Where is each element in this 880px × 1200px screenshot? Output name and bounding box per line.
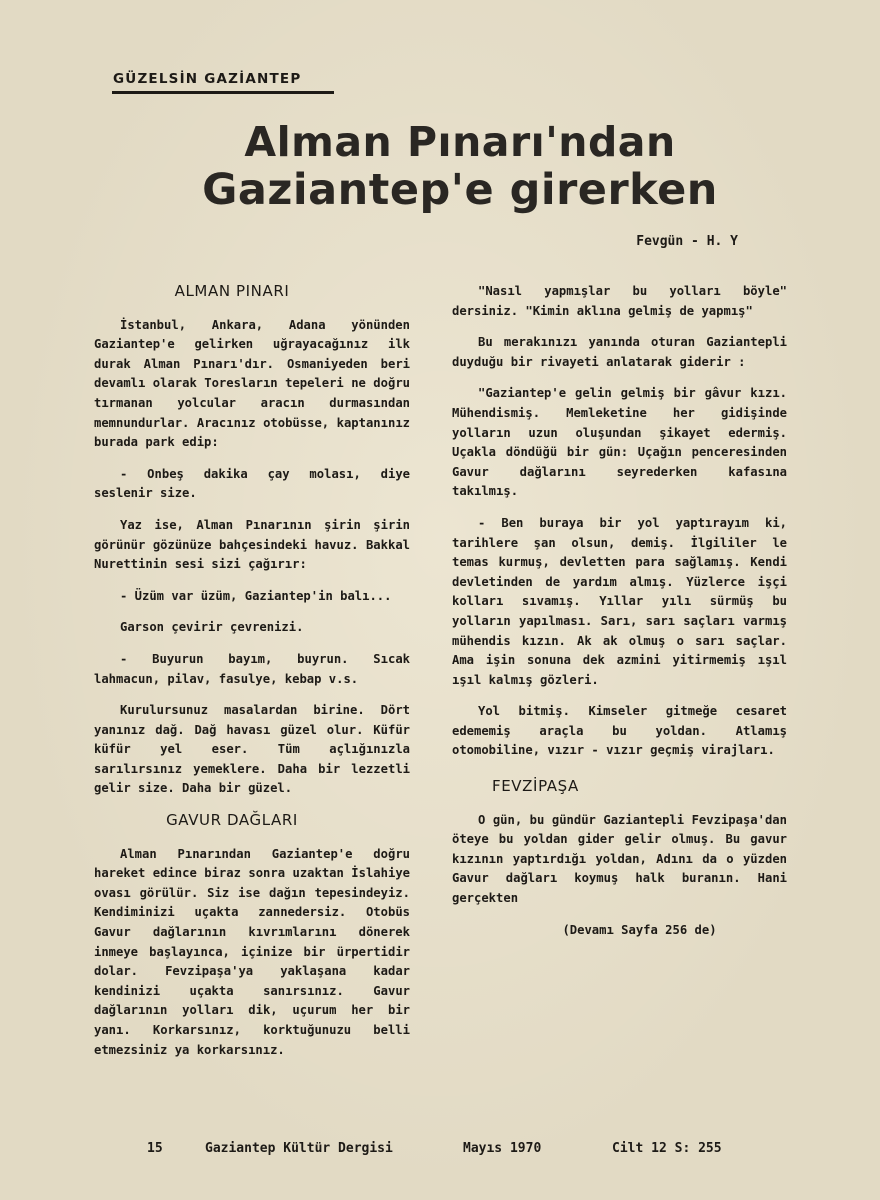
article-title-line-1: Alman Pınarı'ndan (244, 118, 676, 166)
paragraph: - Onbeş dakika çay molası, diye seslenir size. (94, 466, 410, 501)
right-column (452, 282, 787, 952)
paragraph: İstanbul, Ankara, Adana yönünden Gaziantep'e gelirken uğrayacağınız ilk durak Alman Pınarı'dır. Osmaniyeden beri devamlı olarak Toresların tepeleri ne doğru tırmanan yolcular aracın durmasından memnundurlar. Aracınız otobüsse, kaptanınız burada park edip: (94, 317, 410, 450)
paragraph: "Nasıl yapmışlar bu yolları böyle" dersiniz. "Kimin aklına gelmiş de yapmış" (452, 284, 787, 318)
subheading-alman-pinari: ALMAN PINARI (174, 282, 290, 300)
paragraph: - Üzüm var üzüm, Gaziantep'in balı... (120, 588, 392, 603)
subheading-gavur-daglari: GAVUR DAĞLARI (166, 811, 298, 830)
header-underline (112, 91, 334, 94)
paragraph: "Gaziantep'e gelin gelmiş bir gâvur kızı. Mühendismiş. Memleketine her gidişinde yolların uzun oluşundan şikayet edermiş. Uçakla döndüğü bir gün: Uçağın penceresinden Gavur dağlarını seyrederken kafasına takılmış. (452, 386, 787, 499)
paragraph: O gün, bu gündür Gaziantepli Fevzipaşa'dan öteye bu yoldan gider gelir olmuş. Bu gavur kızının yaptırdığı yoldan, Adını da o yüzden Gavur dağları koymuş halk buranın. Hani gerçekten (452, 812, 787, 906)
paragraph: Bu merakınızı yanında oturan Gaziantepli duyduğu bir rivayeti anlatarak giderir : (452, 335, 787, 369)
page-footer (0, 1141, 880, 1161)
paragraph: Yaz ise, Alman Pınarının şirin şirin görünür gözünüze bahçesindeki havuz. Bakkal Nurettinin sesi sizi çağırır: (94, 517, 410, 572)
volume-issue: Cilt 12 S: 255 (612, 1141, 722, 1156)
paragraph: Garson çevirir çevrenizi. (120, 620, 304, 635)
paragraph: - Buyurun bayım, buyrun. Sıcak lahmacun, pilav, fasulye, kebap v.s. (94, 651, 410, 686)
subheading-fevzipasa: FEVZİPAŞA (492, 777, 579, 796)
magazine-name: Gaziantep Kültür Dergisi (205, 1141, 393, 1156)
paragraph: - Ben buraya bir yol yaptırayım ki, tarihlere şan olsun, demiş. İlgililer le temas kurmuş, devletten para sağlamış. Kendi devletinden de yardım almış. Yüzlerce işçi kolları sıvamış. Yıllar yılı sürmüş bu yolların yapılması. Sarı, sarı saçları varmış mühendis kızın. Ak ak olmuş o sarı saçlar. Ama işin sonuna dek azmini yitirmemiş ışıl ışıl kalmış gözleri. (452, 515, 787, 687)
continued-note: (Devamı Sayfa 256 de) (562, 922, 717, 937)
article-title-line-2: Gaziantep'e girerken (202, 165, 718, 215)
paragraph: Alman Pınarından Gaziantep'e doğru hareket edince biraz sonra uzaktan İslahiye ovası görülür. Siz ise dağın tepesindeyiz. Kendiminizi uçakta zannedersiz. Otobüs Gavur dağlarının kıvrımlarını dönerek inmeye başlayınca, içinize bir ürpertidir dolar. Fevzipaşa'ya yaklaşana kadar kendinizi uçakta sanırsınız. Gavur dağlarının yolları dik, uçurum her bir yanı. Korkarsınız, korktuğunuzu belli etmezsiniz ya korkarsınız. (94, 846, 410, 1057)
article-byline: Fevgün - H. Y (636, 234, 738, 249)
page-number: 15 (147, 1141, 163, 1156)
section-header: GÜZELSİN GAZİANTEP (113, 71, 302, 87)
paragraph: Kurulursunuz masalardan birine. Dört yanınız dağ. Dağ havası güzel olur. Küfür küfür yel eser. Tüm açlığınızla sarılırsınız yemeklere. Daha bir lezzetli gelir size. Daha bir güzel. (94, 703, 410, 796)
paragraph: Yol bitmiş. Kimseler gitmeğe cesaret edememiş araçla bu yoldan. Atlamış otomobiline, vızır - vızır geçmiş virajları. (452, 704, 787, 758)
left-column (94, 282, 410, 1072)
issue-date: Mayıs 1970 (463, 1141, 542, 1156)
